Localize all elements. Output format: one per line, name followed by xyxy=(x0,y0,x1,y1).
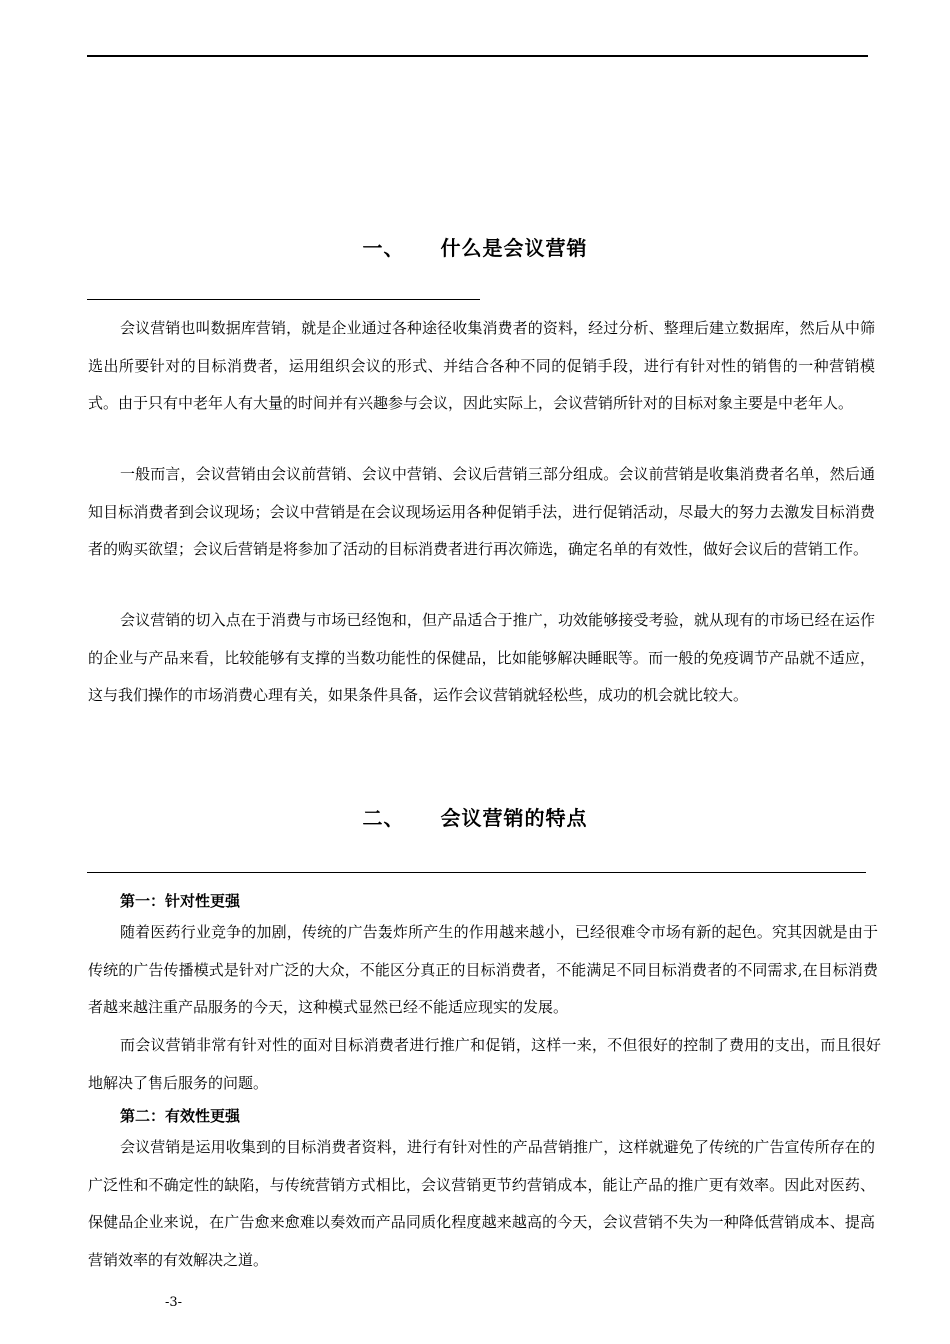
section-1-heading xyxy=(0,232,950,261)
section-1-number: 一、 xyxy=(362,236,405,260)
section-1-paragraph-1: 会议营销也叫数据库营销，就是企业通过各种途径收集消费者的资料，经过分析、整理后建立数据库，然后从中筛选出所要针对的目标消费者，运用组织会议的形式、并结合各种不同的促销手段，进行有针对性的销售的一种营销模式。由于只有中老年人有大量的时间并有兴趣参与会议，因此实际上，会议营销所针对的目标对象主要是中老年人。 xyxy=(88,319,875,413)
point-1-paragraph-1: 随着医药行业竞争的加剧，传统的广告轰炸所产生的作用越来越小，已经很难令市场有新的起色。究其因就是由于传统的广告传播模式是针对广泛的大众，不能区分真正的目标消费者，不能满足不同目标消费者的不同需求,在目标消费者越来越注重产品服务的今天，这种模式显然已经不能适应现实的发展。 xyxy=(88,923,878,1017)
section-2-title: 会议营销的特点 xyxy=(440,806,588,830)
section-2-number: 二、 xyxy=(362,806,405,830)
page-number: -3- xyxy=(165,1295,183,1310)
header-rule xyxy=(87,55,868,57)
section-2-heading xyxy=(0,802,950,831)
point-1-paragraph-2: 而会议营销非常有针对性的面对目标消费者进行推广和促销，这样一来，不但很好的控制了费用的支出，而且很好地解决了售后服务的问题。 xyxy=(88,1036,881,1092)
section-1-rule xyxy=(87,299,480,300)
section-1-title: 什么是会议营销 xyxy=(440,236,588,260)
point-1-title: 第一：针对性更强 xyxy=(120,892,241,910)
section-1-paragraph-3: 会议营销的切入点在于消费与市场已经饱和，但产品适合于推广，功效能够接受考验，就从现有的市场已经在运作的企业与产品来看，比较能够有支撑的当数功能性的保健品，比如能够解决睡眠等。而一般的免疫调节产品就不适应，这与我们操作的市场消费心理有关，如果条件具备，运作会议营销就轻松些，成功的机会就比较大。 xyxy=(88,611,875,705)
section-2-rule xyxy=(87,872,866,873)
section-1-paragraph-2: 一般而言，会议营销由会议前营销、会议中营销、会议后营销三部分组成。会议前营销是收集消费者名单，然后通知目标消费者到会议现场；会议中营销是在会议现场运用各种促销手法，进行促销活动，尽最大的努力去激发目标消费者的购买欲望；会议后营销是将参加了活动的目标消费者进行再次筛选，确定名单的有效性，做好会议后的营销工作。 xyxy=(88,465,875,559)
point-2-paragraph-1: 会议营销是运用收集到的目标消费者资料，进行有针对性的产品营销推广，这样就避免了传统的广告宣传所存在的广泛性和不确定性的缺陷，与传统营销方式相比，会议营销更节约营销成本，能让产品的推广更有效率。因此对医药、保健品企业来说，在广告愈来愈难以奏效而产品同质化程度越来越高的今天，会议营销不失为一种降低营销成本、提高营销效率的有效解决之道。 xyxy=(88,1138,875,1269)
point-2-title: 第二：有效性更强 xyxy=(120,1107,241,1125)
